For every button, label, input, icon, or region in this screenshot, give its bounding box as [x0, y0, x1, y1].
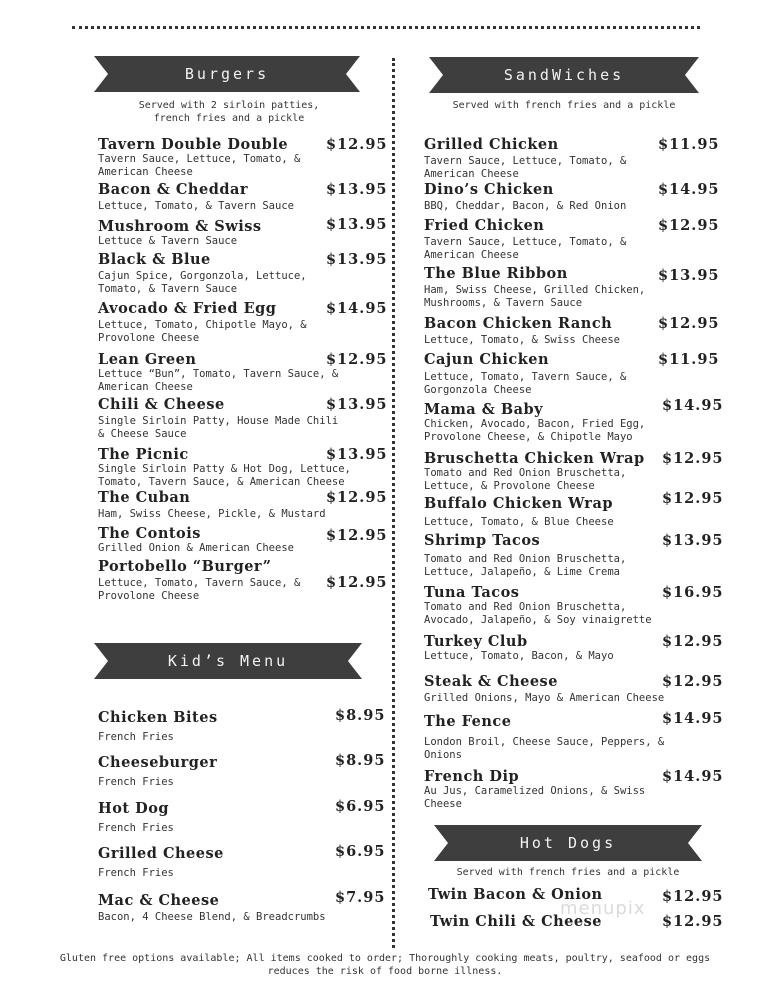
sandwiches-banner [429, 57, 699, 93]
menu-item-price: $16.95 [662, 584, 724, 601]
kids-menu-banner [94, 643, 362, 679]
menu-item-price: $13.95 [326, 216, 388, 233]
menu-item: French Dip Au Jus, Caramelized Onions, & Swiss Cheese [424, 768, 646, 810]
menu-item: Twin Bacon & Onion [428, 886, 603, 903]
menu-item-price: $13.95 [326, 446, 388, 463]
menu-item-price: $12.95 [662, 450, 724, 467]
menu-item-price: $12.95 [662, 888, 724, 905]
menu-item: The Contois Grilled Onion & American Cheese [98, 525, 294, 554]
burgers-banner [94, 56, 360, 92]
menu-item-price: $12.95 [326, 489, 388, 506]
menu-item: Cheeseburger French Fries [98, 754, 218, 788]
menu-item-price: $11.95 [658, 136, 720, 153]
menu-item-price: $12.95 [662, 633, 724, 650]
menu-item-price: $8.95 [335, 752, 386, 769]
menu-item-price: $12.95 [326, 574, 388, 591]
burgers-title: Burgers [184, 65, 270, 83]
menu-item-price: $14.95 [326, 300, 388, 317]
menu-item-price: $12.95 [658, 315, 720, 332]
burgers-subtitle: Served with 2 sirloin patties, french fries and a pickle [138, 100, 320, 124]
menu-item-price: $12.95 [326, 527, 388, 544]
menu-item-price: $13.95 [326, 181, 388, 198]
menu-item: Grilled Cheese French Fries [98, 845, 224, 879]
menu-item: Twin Chili & Cheese [430, 913, 602, 930]
menu-item: Shrimp Tacos Tomato and Red Onion Bruschetta, Lettuce, Jalapeño, & Lime Crema [424, 532, 627, 578]
menu-item-price: $12.95 [658, 217, 720, 234]
menu-item: Chili & Cheese Single Sirloin Patty, House Made Chili & Cheese Sauce [98, 396, 339, 440]
menu-item: Tavern Double Double Tavern Sauce, Lettuce, Tomato, & American Cheese [98, 136, 301, 178]
menu-item: Lean Green Lettuce “Bun”, Tomato, Tavern Sauce, & American Cheese [98, 351, 339, 393]
menu-item-price: $12.95 [662, 913, 724, 930]
menu-item-price: $14.95 [662, 768, 724, 785]
menu-item: Hot Dog French Fries [98, 800, 174, 834]
menu-item: Turkey Club Lettuce, Tomato, Bacon, & Mayo [424, 633, 614, 662]
menu-item: The Picnic Single Sirloin Patty & Hot Dog, Lettuce, Tomato, Tavern Sauce, & American Cheese [98, 446, 351, 488]
top-dotted-divider [72, 26, 700, 29]
menu-item-price: $14.95 [662, 397, 724, 414]
footer-disclaimer: Gluten free options available; All items cooked to order; Thoroughly cooking meats, poultry, seafood or eggs reduces the risk of food borne illness. [59, 953, 711, 977]
sandwiches-title: SandWiches [503, 66, 625, 84]
menu-item: Cajun Chicken Lettuce, Tomato, Tavern Sauce, & Gorgonzola Cheese [424, 351, 627, 396]
menu-item: Tuna Tacos Tomato and Red Onion Bruschetta, Avocado, Jalapeño, & Soy vinaigrette [424, 584, 652, 626]
menu-item: Black & Blue Cajun Spice, Gorgonzola, Lettuce, Tomato, & Tavern Sauce [98, 251, 307, 295]
menu-item-price: $13.95 [662, 532, 724, 549]
menu-item: The Blue Ribbon Ham, Swiss Cheese, Grilled Chicken, Mushrooms, & Tavern Sauce [424, 265, 646, 309]
menu-item-price: $14.95 [662, 710, 724, 727]
menu-item-price: $8.95 [335, 707, 386, 724]
menu-item: Chicken Bites French Fries [98, 709, 218, 743]
menu-item: Mac & Cheese Bacon, 4 Cheese Blend, & Breadcrumbs [98, 892, 326, 923]
menu-item-price: $12.95 [326, 351, 388, 368]
menu-item-price: $13.95 [658, 267, 720, 284]
menu-item-price: $11.95 [658, 351, 720, 368]
menu-item: Mama & Baby Chicken, Avocado, Bacon, Fried Egg, Provolone Cheese, & Chipotle Mayo [424, 401, 646, 443]
menu-item-price: $6.95 [335, 798, 386, 815]
menu-item-price: $12.95 [326, 136, 388, 153]
menu-item-price: $13.95 [326, 251, 388, 268]
menu-item: Steak & Cheese Grilled Onions, Mayo & American Cheese [424, 673, 665, 704]
hot-dogs-title: Hot Dogs [519, 834, 617, 852]
menu-item: Portobello “Burger” Lettuce, Tomato, Tavern Sauce, & Provolone Cheese [98, 558, 301, 602]
menu-item: Fried Chicken Tavern Sauce, Lettuce, Tomato, & American Cheese [424, 217, 627, 261]
menu-item-price: $13.95 [326, 396, 388, 413]
menu-item: Mushroom & Swiss Lettuce & Tavern Sauce [98, 218, 262, 247]
menu-item-price: $14.95 [658, 181, 720, 198]
menu-item-price: $7.95 [335, 889, 386, 906]
sandwiches-subtitle: Served with french fries and a pickle [452, 100, 676, 111]
kids-menu-title: Kid’s Menu [167, 652, 289, 670]
menu-item: Bacon Chicken Ranch Lettuce, Tomato, & Swiss Cheese [424, 315, 620, 346]
menu-item-price: $12.95 [662, 490, 724, 507]
center-dotted-divider [392, 58, 395, 948]
menu-item: Dino’s Chicken BBQ, Cheddar, Bacon, & Red Onion [424, 181, 627, 212]
menu-item: The Cuban Ham, Swiss Cheese, Pickle, & Mustard [98, 489, 326, 520]
menu-item: Bacon & Cheddar Lettuce, Tomato, & Tavern Sauce [98, 181, 294, 212]
menu-item: Bruschetta Chicken Wrap Tomato and Red Onion Bruschetta, Lettuce, & Provolone Cheese [424, 450, 645, 492]
menu-item: The Fence London Broil, Cheese Sauce, Peppers, & Onions [424, 713, 665, 761]
menu-item: Buffalo Chicken Wrap Lettuce, Tomato, & Blue Cheese [424, 495, 614, 528]
menu-item: Avocado & Fried Egg Lettuce, Tomato, Chipotle Mayo, & Provolone Cheese [98, 300, 307, 344]
menu-item-price: $6.95 [335, 843, 386, 860]
menu-item-price: $12.95 [662, 673, 724, 690]
hot-dogs-banner [434, 825, 702, 861]
menu-item: Grilled Chicken Tavern Sauce, Lettuce, Tomato, & American Cheese [424, 136, 627, 180]
hot-dogs-subtitle: Served with french fries and a pickle [456, 867, 680, 878]
watermark: menupix [560, 898, 646, 919]
